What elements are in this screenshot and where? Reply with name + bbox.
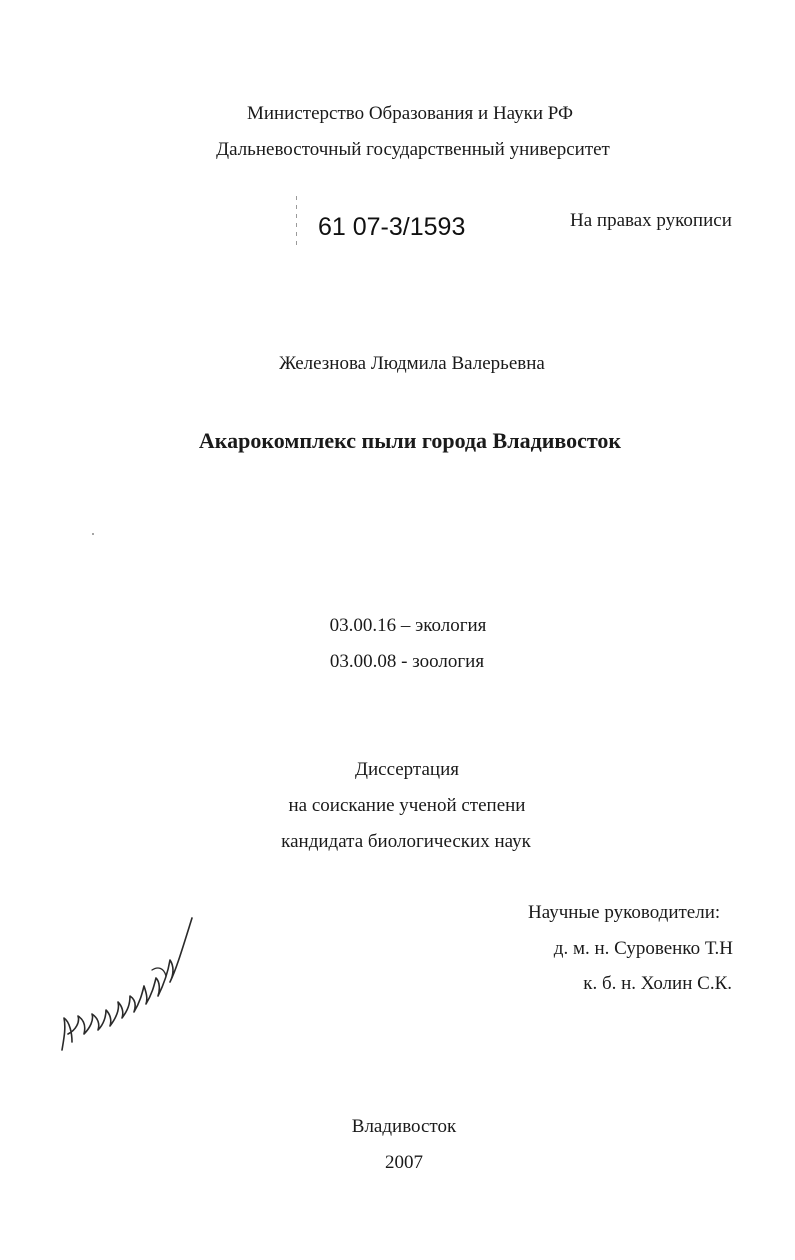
author-name: Железнова Людмила Валерьевна [279,353,545,374]
city: Владивосток [351,1116,457,1137]
stamp-mark [296,196,297,248]
handwritten-signature [50,910,200,1060]
supervisors-heading: Научные руководители: [528,902,721,923]
supervisor-1: д. м. н. Суровенко Т.Н [553,938,733,959]
scan-speck [92,533,94,535]
degree-name: кандидата биологических наук [281,831,531,852]
university-name: Дальневосточный государственный университет [216,139,610,160]
specialty-zoology: 03.00.08 - зоология [329,651,485,672]
supervisor-2: к. б. н. Холин С.К. [583,973,732,994]
degree-purpose: на соискание ученой степени [288,795,526,816]
ministry-name: Министерство Образования и Науки РФ [246,103,574,124]
dissertation-title: Акарокомплекс пыли города Владивосток [198,428,622,453]
archive-number: 61 07-3/1593 [318,213,466,241]
specialty-ecology: 03.00.16 – экология [329,615,487,636]
year: 2007 [385,1152,423,1173]
dissertation-label: Диссертация [355,759,459,780]
rights-note: На правах рукописи [570,210,732,231]
